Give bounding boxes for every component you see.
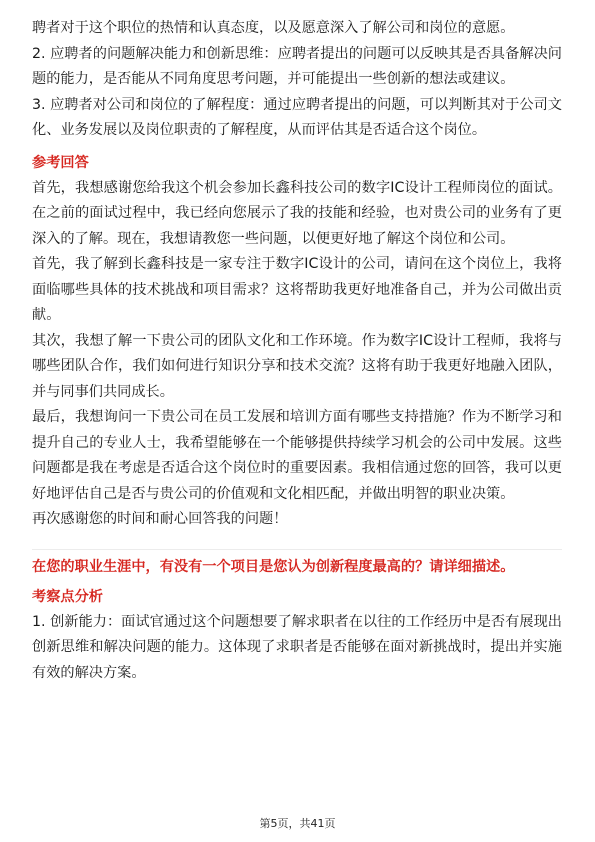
- answer-paragraph: 其次，我想了解一下贵公司的团队文化和工作环境。作为数字IC设计工程师，我将与哪些团队合作，我们如何进行知识分享和技术交流？这将有助于我更好地融入团队，并与同事们共同成长。: [32, 332, 562, 400]
- answer-heading: 参考回答: [32, 154, 89, 171]
- question-title: 在您的职业生涯中，有没有一个项目是您认为创新程度最高的？请详细描述。: [32, 558, 515, 575]
- body-paragraph: 3. 应聘者对公司和岗位的了解程度：通过应聘者提出的问题，可以判断其对于公司文化、业务发展以及岗位职责的了解程度，从而评估其是否适合这个岗位。: [32, 96, 562, 138]
- answer-paragraph: 最后，我想询问一下贵公司在员工发展和培训方面有哪些支持措施？作为不断学习和提升自己的专业人士，我希望能够在一个能够提供持续学习机会的公司中发展。这些问题都是我在考虑是否适合这个岗位时的重要因素。我相信通过您的回答，我可以更好地评估自己是否与贵公司的价值观和文化相匹配，并做出明智的职业决策。: [32, 409, 562, 502]
- answer-paragraph: 再次感谢您的时间和耐心回答我的问题！: [32, 511, 288, 527]
- answer-paragraph: 首先，我了解到长鑫科技是一家专注于数字IC设计的公司，请问在这个岗位上，我将面临哪些具体的技术挑战和项目需求？这将帮助我更好地准备自己，并为公司做出贡献。: [32, 256, 562, 323]
- page-number: 第5页，共41页: [259, 817, 336, 830]
- body-paragraph: 2. 应聘者的问题解决能力和创新思维：应聘者提出的问题可以反映其是否具备解决问题的能力，是否能从不同角度思考问题，并可能提出一些创新的想法或建议。: [32, 45, 562, 87]
- analysis-heading: 考察点分析: [32, 588, 103, 605]
- answer-paragraph: 首先，我想感谢您给我这个机会参加长鑫科技公司的数字IC设计工程师岗位的面试。在之前的面试过程中，我已经向您展示了我的技能和经验，也对贵公司的业务有了更深入的了解。现在，我想请教您一些问题，以便更好地了解这个岗位和公司。: [32, 179, 562, 247]
- analysis-paragraph: 1. 创新能力：面试官通过这个问题想要了解求职者在以往的工作经历中是否有展现出创新思维和解决问题的能力。这体现了求职者是否能够在面对新挑战时，提出并实施有效的解决方案。: [32, 613, 562, 681]
- body-paragraph: 聘者对于这个职位的热情和认真态度，以及愿意深入了解公司和岗位的意愿。: [32, 20, 515, 36]
- section-divider: [32, 549, 562, 550]
- page-content: [32, 16, 562, 686]
